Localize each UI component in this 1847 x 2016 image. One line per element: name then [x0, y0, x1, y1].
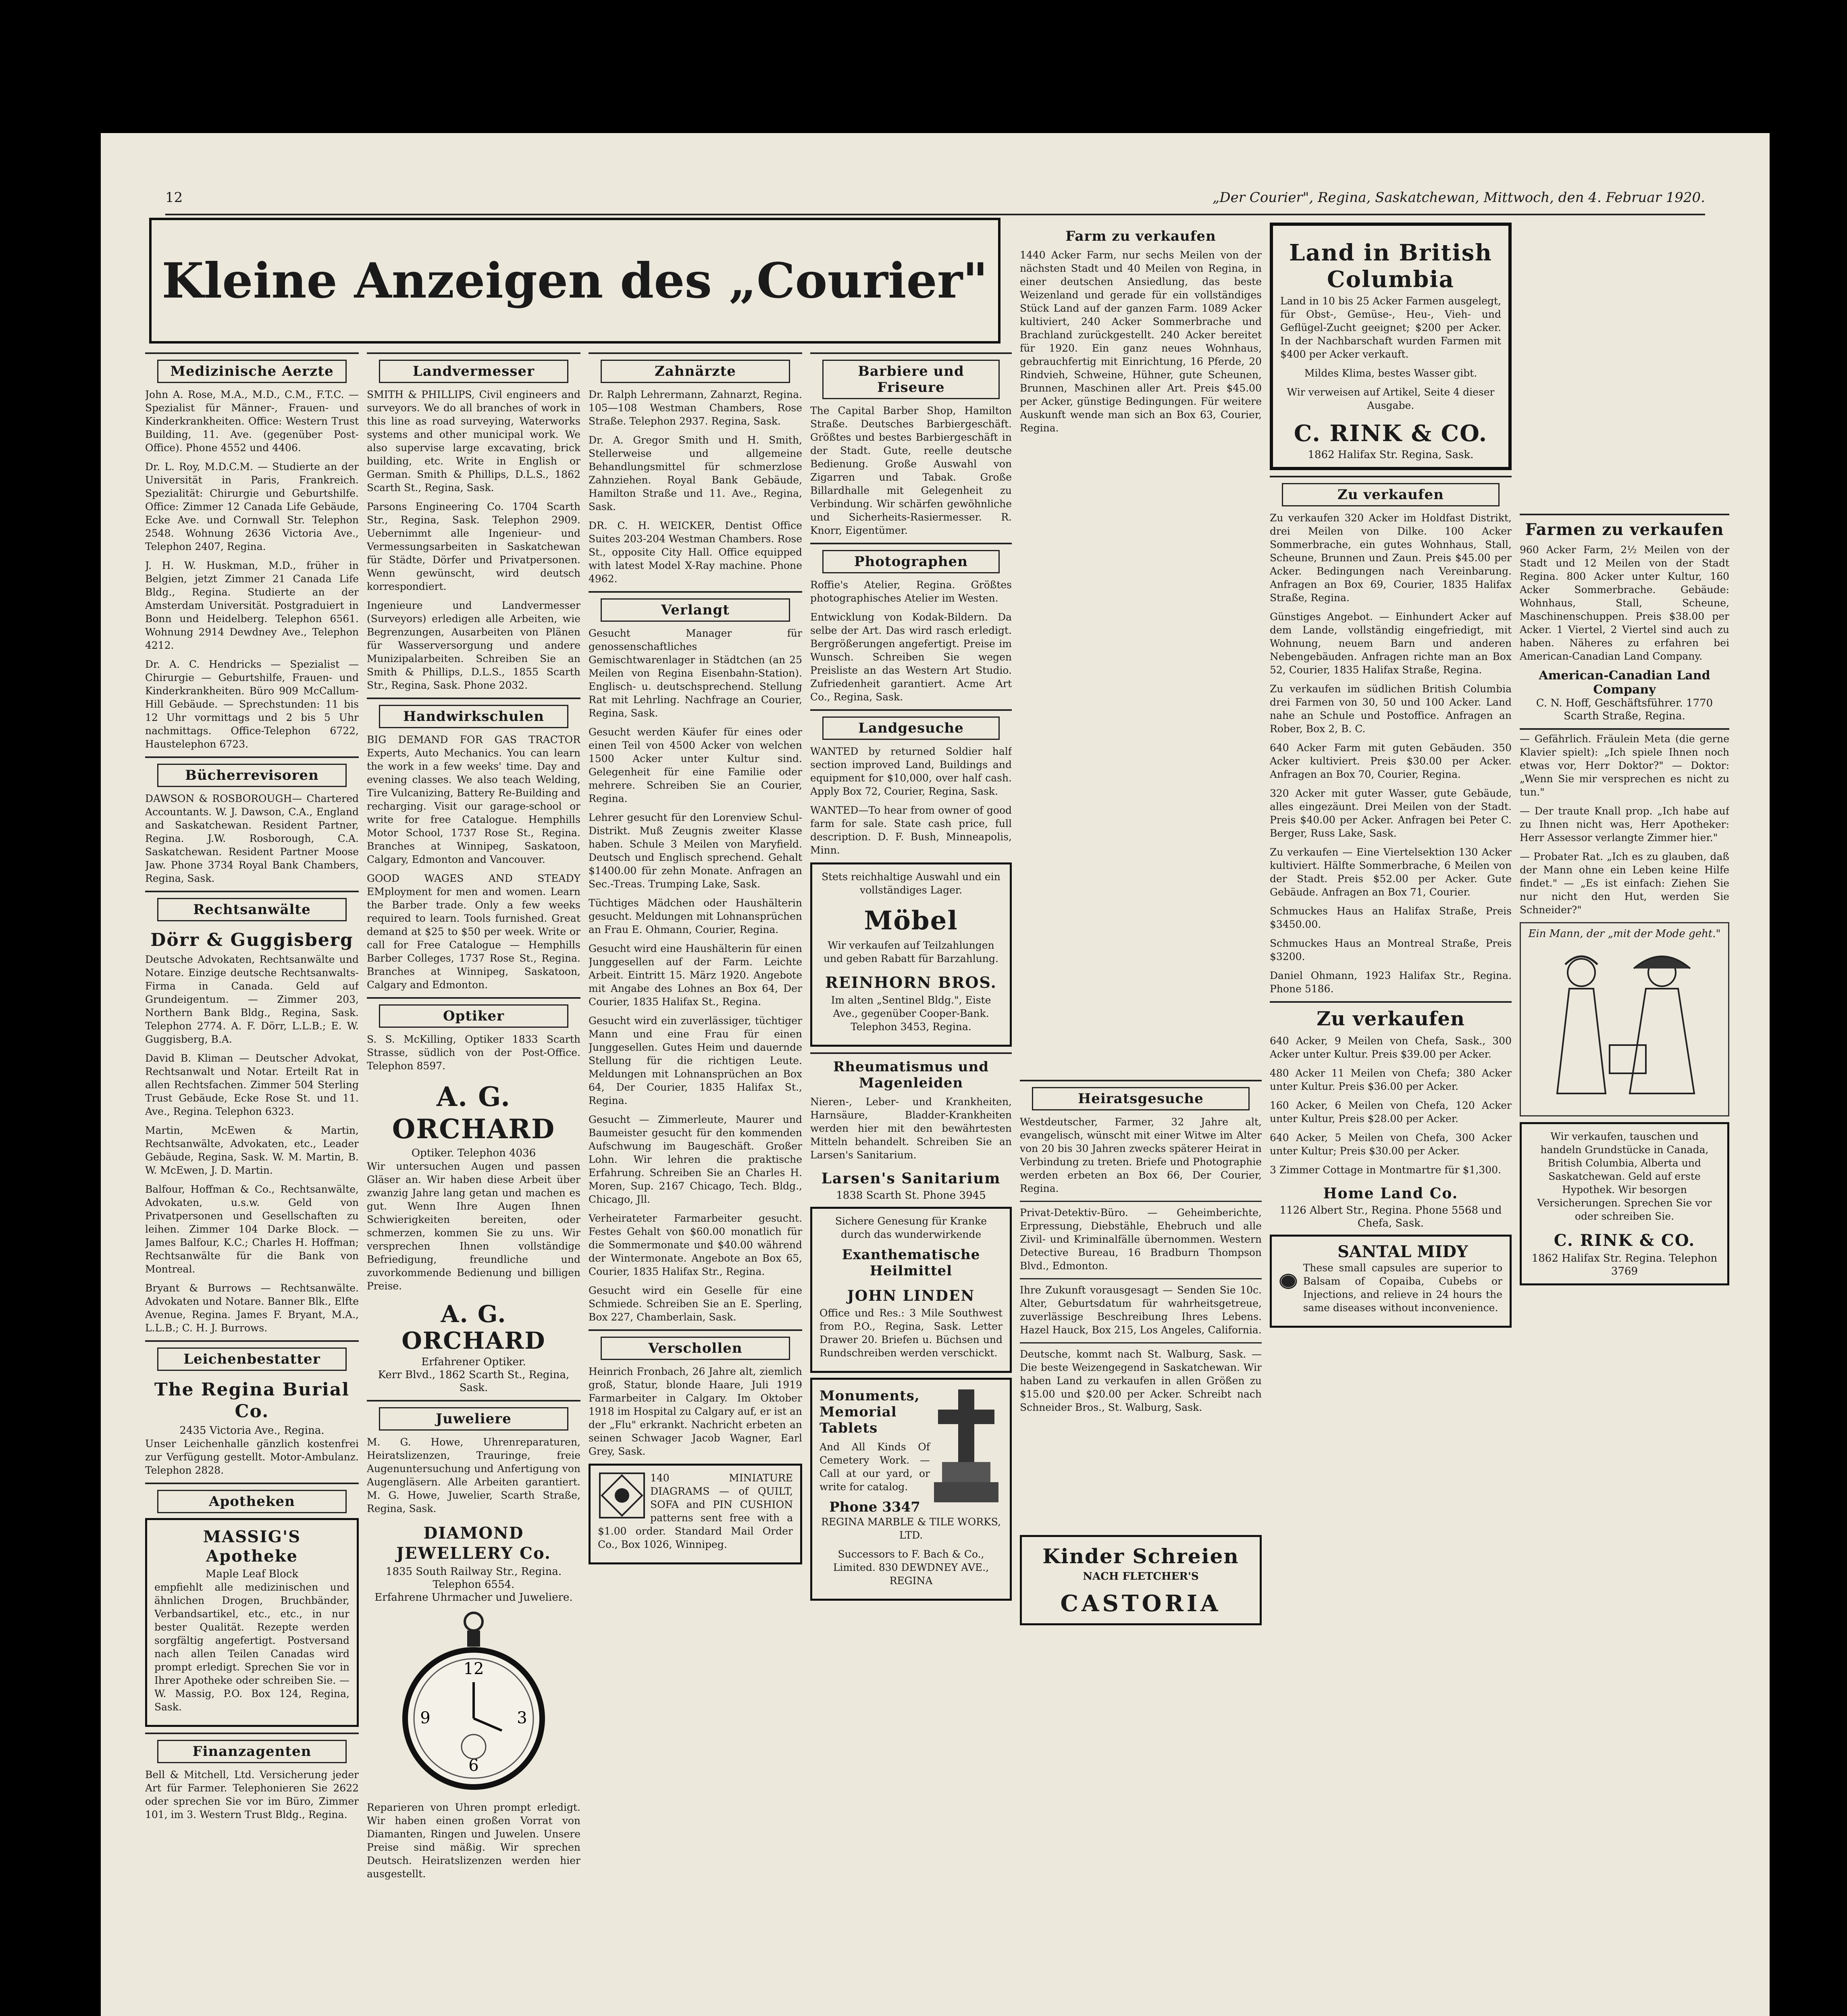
moebel-ad — [810, 862, 1012, 1047]
section-title: Landvermesser — [379, 360, 568, 383]
santal-midy-ad — [1270, 1235, 1512, 1328]
section-title: Landgesuche — [822, 716, 1000, 740]
divider — [1020, 1201, 1262, 1202]
section-verkaufen — [1270, 476, 1512, 996]
divider — [1020, 1342, 1262, 1343]
ad-text: Entwicklung von Kodak-Bildern. Da selbe der Art. Das wird rasch erledigt. Bergrößerungen angefertigt. Preise im Wunsch. Schreiben Sie wegen Preisliste an das Western Art Studio. Zufriedenheit garantiert. Acme Art Co., Regina, Sask. — [810, 611, 1012, 703]
ad-text: Nieren-, Leber- und Krankheiten, Harnsäure, Bladder-Krankheiten werden hier mit den bewährtesten Mitteln behandelt. Schreiben Sie an Larsen's Sanitarium. — [810, 1096, 1012, 1161]
section-title: Photographen — [822, 550, 1000, 573]
svg-text:6: 6 — [468, 1756, 479, 1775]
brand-name: CASTORIA — [1060, 1590, 1221, 1617]
section-title: Bücherrevisoren — [157, 764, 347, 787]
section-verlangt — [589, 591, 802, 1324]
section-heirat — [1020, 1080, 1262, 1414]
ad-text: 1440 Acker Farm, nur sechs Meilen von der nächsten Stadt und 40 Meilen von Regina, in einer deutschen Ansiedlung, das beste Weizenland und gerade für ein vollständiges Stück Land auf der ganzen Farm. 1089 Acker kultiviert, 240 Acker Sommerbrache und Brachland zurückgestellt. 240 Acker bereitet für 1920. Ein ganz neues Wohnhaus, gebrauchfertig mit Einrichtung, 16 Pferde, 20 Rindvieh, Schweine, Hühner, gute Scheunen, Brunnen, Maschinen aller Art. Preis $45.00 per Acker, günstige Bedingungen. Für weitere Auskunft wende man sich an Box 63, Courier, Regina. — [1020, 249, 1262, 434]
running-head: „Der Courier", Regina, Saskatchewan, Mittwoch, den 4. Februar 1920. — [1212, 190, 1705, 206]
section-aerzte — [145, 352, 359, 751]
ad-text: David B. Kliman — Deutscher Advokat, Rechtsanwalt und Notar. Erteilt Rat in allen Rechtsfachen. Zimmer 504 Sterling Trust Gebäude, Ecke Rose St. und 11. Ave., Regina. Telephon 6323. — [145, 1052, 359, 1117]
ad-text: M. G. Howe, Uhrenreparaturen, Heiratslizenzen, Trauringe, freie Augenuntersuchung und Anfertigung von Augengläsern. Alle Arbeiten garantiert. M. G. Howe, Juwelier, Scarth Straße, Regina, Sask. — [367, 1436, 580, 1514]
ad-text: WANTED by returned Soldier half section improved Land, Buildings and equipment for $10,000, over half cash. Apply Box 72, Courier, Regina, Sask. — [810, 746, 1012, 797]
ad-text: Balfour, Hoffman & Co., Rechtsanwälte, Advokaten, u.s.w. Geld von Privatpersonen und Gesellschaften zu leihen. Zimmer 104 Darke Block. — James Balfour, K.C.; Charles H. Hoffman; Rechtsanwälte für die Bank von Montreal. — [145, 1183, 359, 1275]
column-2 — [367, 347, 580, 2016]
ad-headline: Land in British Columbia — [1289, 240, 1492, 293]
ad-text: Gesucht Manager für genossenschaftliches Gemischtwarenlager in Städtchen (an 25 Meilen von Regina Eisenbahn-Station). Englisch- u. deutschsprechend. Stellung Rat mit Lehrling. Nachfrage an Courier, Regina, Sask. — [589, 627, 802, 719]
ad-text: Daniel Ohmann, 1923 Halifax Str., Regina. Phone 5186. — [1270, 970, 1512, 995]
ad-text: Bryant & Burrows — Rechtsanwälte. Advokaten und Notare. Banner Blk., Elfte Avenue, Regina. James F. Bryant, M.A., L.L.B.; C. H. J. Burrows. — [145, 1282, 359, 1334]
column-1 — [145, 347, 359, 2016]
firm-subtitle: Erfahrene Uhrmacher und Juweliere. — [374, 1591, 573, 1604]
firm-name: Home Land Co. — [1323, 1185, 1458, 1202]
ad-text: Wir verkaufen auf Teilzahlungen und geben Rabatt für Barzahlung. — [824, 939, 998, 964]
section-title: Farm zu verkaufen — [1065, 228, 1216, 244]
ad-text: BIG DEMAND FOR GAS TRACTOR Experts, Auto Mechanics. You can learn the work in a few weeks' time. Day and evening classes. We also teach Welding, Tire Vulcanizing, Battery Re-Building and recharging. Visit our garage-school or write for free Catalogue. Hemphills Motor School, 1737 Rose St., Regina. Branches at Winnipeg, Saskatoon, Calgary, Edmonton and Vancouver. — [367, 734, 580, 865]
section-title: Zahnärzte — [601, 360, 790, 383]
page-number: 12 — [165, 190, 183, 206]
section-title: Zu verkaufen — [1317, 1008, 1465, 1030]
firm-address: Successors to F. Bach & Co., Limited. 830 DEWDNEY AVE., REGINA — [833, 1548, 989, 1587]
section-handwerk — [367, 698, 580, 991]
ad-text: DAWSON & ROSBOROUGH— Chartered Accountants. W. J. Dawson, C.A., England and Saskatchewan. Resident Partner, Regina. J.W. Rosborough, C.A. Saskatchewan. Resident Partner Moose Jaw. Phone 3734 Royal Bank Chambers, Regina, Sask. — [145, 793, 359, 884]
section-title: Optiker — [379, 1004, 568, 1028]
ad-text: Verheirateter Farmarbeiter gesucht. Festes Gehalt von $60.00 monatlich für die Sommermonate und $40.00 während der Wintermonate. Angebote an Box 65, Courier, 1835 Halifax Str., Regina. — [589, 1212, 802, 1277]
firm-name: The Regina Burial Co. — [154, 1379, 350, 1422]
ad-text: GOOD WAGES AND STEADY EMployment for men and women. Learn the Barber trade. Only a few weeks required to learn. Tools furnished. Great demand at $25 to $50 per week. Write or call for Free Catalogue — Hemphills Barber Colleges, 1737 Rose St., Regina. Branches at Winnipeg, Saskatoon, Calgary and Edmonton. — [367, 873, 580, 991]
firm-name: MASSIG'S Apotheke — [203, 1527, 301, 1566]
ad-text: And All Kinds Of Cemetery Work. — Call at our yard, or write for catalog. — [820, 1441, 930, 1493]
ad-text: 320 Acker mit guter Wasser, gute Gebäude, alles eingezäunt. Drei Meilen von der Stadt. Preis $40.00 per Acker. Anfragen bei Peter C. Berger, Russ Lake, Sask. — [1270, 787, 1512, 839]
section-landgesuche — [810, 709, 1012, 857]
ad-text: Unser Leichenhalle gänzlich kostenfrei zur Verfügung gestellt. Motor-Ambulanz. Telephon 2828. — [145, 1438, 359, 1476]
section-verkaufen-2 — [1270, 1001, 1512, 1230]
monument-ad — [810, 1378, 1012, 1601]
ad-text: Gesucht — Zimmerleute, Maurer und Baumeister gesucht für den kommenden Aufschwung im Baugeschäft. Großer Lohn. Wir lehren die praktische Erfahrung. Schreiben Sie an Charles H. Moren, Sup. 2167 Chicago, Tech. Bldg., Chicago, Jll. — [589, 1114, 802, 1205]
section-farmen — [1520, 514, 1729, 723]
banner-title: Kleine Anzeigen des „Courier" — [162, 252, 988, 309]
fashion-cartoon — [1520, 922, 1729, 1116]
ad-text: 160 Acker, 6 Meilen von Chefa, 120 Acker unter Kultur, Preis $28.00 per Acker. — [1270, 1100, 1512, 1125]
ad-text: DR. C. H. WEICKER, Dentist Office Suites 203-204 Westman Chambers. Rose St., opposite City Hall. Office equipped with latest Model X-Ray machine. Phone 4962. — [589, 520, 802, 585]
pocket-watch-illustration — [401, 1610, 546, 1795]
ad-text: 960 Acker Farm, 2½ Meilen von der Stadt und 12 Meilen von der Stadt Regina. 800 Acker unter Kultur, 160 Acker Sommerbrache. Gebäude: Wohnhaus, Stall, Scheune, Maschinenschuppen. Preis $38.00 per Acker. 1 Viertel, 2 Viertel sind auch zu haben. Näheres zu erfahren bei American-Canadian Land Company. — [1520, 544, 1729, 662]
firm-address: 1862 Halifax Str. Regina, Sask. — [1308, 449, 1474, 461]
section-title: Barbiere und Friseure — [822, 360, 1000, 399]
ad-headline: Möbel — [864, 906, 958, 936]
firm-name: DIAMOND JEWELLERY Co. — [396, 1524, 551, 1563]
firm-name: A. G. ORCHARD — [392, 1081, 555, 1145]
firm-name: A. G. ORCHARD — [401, 1300, 546, 1354]
ad-text: Dr. A. Gregor Smith und H. Smith, Stellerweise und allgemeine Behandlungsmittel für schmerzlose Zahnziehen. Royal Bank Gebäude, Hamilton Straße und 11. Ave., Regina, Sask. — [589, 434, 802, 512]
joke-text: — Der traute Knall prop. „Ich habe auf zu Ihnen nicht was, Herr Apotheker: Herr Assessor verlangte Zimmer hier." — [1520, 805, 1729, 843]
rink-box-ad — [1520, 1122, 1729, 1285]
section-landvermesser — [367, 352, 580, 692]
section-apotheken — [145, 1483, 359, 1727]
ad-text: Roffie's Atelier, Regina. Größtes photographisches Atelier im Westen. — [810, 579, 1012, 604]
ad-text: Gesucht wird eine Haushälterin für einen Junggesellen auf der Farm. Leichte Arbeit. Eintritt 15. März 1920. Angebote mit Angabe des Lohnes an Box 64, Der Courier, 1835 Halifax St., Regina. — [589, 943, 802, 1008]
section-title: Handwirkschulen — [379, 705, 568, 728]
ad-text: 640 Acker, 9 Meilen von Chefa, Sask., 300 Acker unter Kultur. Preis $39.00 per Acker. — [1270, 1035, 1512, 1060]
ad-text: Mildes Klima, bestes Wasser gibt. — [1304, 367, 1477, 379]
firm-name: JOHN LINDEN — [847, 1287, 975, 1304]
firm-name: Larsen's Sanitarium — [821, 1170, 1001, 1187]
section-bestatter — [145, 1340, 359, 1477]
ad-phone: Phone 3347 — [829, 1499, 920, 1515]
section-photo — [810, 543, 1012, 704]
ad-text: 640 Acker, 5 Meilen von Chefa, 300 Acker unter Kultur; Preis $30.00 per Acker. — [1270, 1132, 1512, 1157]
section-anwaelte — [145, 891, 359, 1335]
ad-text: Wir untersuchen Augen und passen Gläser an. Wir haben diese Arbeit über zwanzig Jahre lang getan und machen es gut. Wenn Ihre Augen Ihnen Schwierigkeiten bereiten, oder schmerzen, kommen Sie zu uns. Wir versprechen Ihnen vollständige Befriedigung, freundliche und zuvorkommende Bedienung und billigen Preise. — [367, 1160, 580, 1292]
section-zahnaerzte — [589, 352, 802, 585]
section-barbiere — [810, 352, 1012, 537]
ad-text: S. S. McKilling, Optiker 1833 Scarth Strasse, südlich von der Post-Office. Telephon 8597. — [367, 1033, 580, 1072]
section-title: Verlangt — [601, 598, 790, 622]
firm-address: 1862 Halifax Str. Regina. Telephon 3769 — [1531, 1252, 1718, 1277]
firm-subtitle: Erfahrener Optiker. — [421, 1356, 526, 1368]
firm-subtitle: Maple Leaf Block — [205, 1568, 299, 1580]
ad-text: Ihre Zukunft vorausgesagt — Senden Sie 10c. Alter, Geburtsdatum für wahrheitsgetreue, zuverlässige Beschreibung Ihres Lebens. Hazel Hauck, Box 215, Los Angeles, California. — [1020, 1284, 1262, 1336]
ad-headline: Monuments, Memorial Tablets — [820, 1388, 920, 1436]
section-jokes — [1520, 728, 1729, 916]
capsule-badge-icon — [1279, 1247, 1298, 1316]
ad-text: Gesucht wird ein zuverlässiger, tüchtiger Mann und eine Frau für einen Junggesellen. Gutes Heim und dauernde Stellung für die richtigen Leute. Meldungen mit Lohnansprüchen an Box 64, Der Courier, 1835 Halifax St., Regina. — [589, 1015, 802, 1106]
section-title: Farmen zu verkaufen — [1525, 520, 1724, 539]
firm-address: 1838 Scarth St. Phone 3945 — [836, 1189, 986, 1202]
ad-text: Im alten „Sentinel Bldg.", Eiste Ave., gegenüber Cooper-Bank. Telephon 3453, Regina. — [831, 994, 991, 1033]
ad-text: Deutsche Advokaten, Rechtsanwälte und Notare. Einzige deutsche Rechtsanwalts-Firma in Canada. Geld auf Grundeigentum. — Zimmer 203, Northern Bank Bldg., Regina, Sask. Telephon 2774. A. F. Dörr, L.L.B.; E. W. Guggisberg, B.A. — [145, 954, 359, 1045]
ad-text: empfiehlt alle medizinischen und ähnlichen Drogen, Bruchbänder, Verbandsartikel, etc., etc., in nur bester Qualität. Rezepte werden sorgfältig angefertigt. Postversand nach allen Teilen Canadas wird prompt erledigt. Sprechen Sie vor in Ihrer Apotheke oder schreiben Sie. — W. Massig, P.O. Box 124, Regina, Sask. — [154, 1581, 349, 1713]
column-4 — [810, 347, 1012, 2016]
svg-text:3: 3 — [517, 1709, 527, 1727]
ad-headline: Exanthematische Heilmittel — [842, 1247, 980, 1279]
section-title: Leichenbestatter — [157, 1347, 347, 1371]
section-revisoren — [145, 756, 359, 885]
firm-name: C. RINK & CO. — [1294, 420, 1488, 447]
ad-text: Wir verweisen auf Artikel, Seite 4 dieser Ausgabe. — [1287, 386, 1495, 411]
ad-text: Parsons Engineering Co. 1704 Scarth Str., Regina, Sask. Telephon 2909. Uebernimmt alle Ingenieur- und Vermessungsarbeiten in Saskatchewan für Städte, Dörfer und Privatpersonen. Wenn gewünscht, wird deutsch korrespondiert. — [367, 501, 580, 592]
ad-subtitle: NACH FLETCHER'S — [1083, 1570, 1199, 1583]
ad-text: Dr. Ralph Lehrermann, Zahnarzt, Regina. 105—108 Westman Chambers, Rose Straße. Telephon 2937. Regina, Sask. — [589, 389, 802, 427]
ad-text: 3 Zimmer Cottage in Montmartre für $1,300. — [1270, 1164, 1502, 1176]
ad-text: Dr. L. Roy, M.D.C.M. — Studierte an der Universität in Paris, Frankreich. Spezialität: Chirurgie und Geburtshilfe. Office: Zimmer 12 Canada Life Gebäude, Ecke Ave. und Cornwall Str. Telephon 2548. Wohnung 2636 Victoria Ave., Telephon 2407, Regina. — [145, 461, 359, 552]
castoria-ad — [1020, 1535, 1262, 1625]
apotheke-ad — [145, 1518, 359, 1727]
firm-subtitle: Optiker. Telephon 4036 — [411, 1147, 536, 1159]
firm-address: 2435 Victoria Ave., Regina. — [179, 1425, 324, 1437]
section-optiker — [367, 997, 580, 1394]
ad-headline: Kinder Schreien — [1042, 1544, 1239, 1568]
svg-text:9: 9 — [420, 1709, 431, 1727]
ad-text: Privat-Detektiv-Büro. — Geheimberichte, Erpressung, Diebstähle, Ehebruch und alle Zivil- und Kriminalfälle übernommen. Western Detective Bureau, 16 Bradburn Thompson Blvd., Edmonton. — [1020, 1207, 1262, 1272]
ad-text: Wir verkaufen, tauschen und handeln Grundstücke in Canada, British Columbia, Alberta und Saskatchewan. Geld auf erste Hypothek. Wir besorgen Versicherungen. Sprechen Sie vor oder schreiben Sie. — [1537, 1131, 1712, 1222]
divider — [1020, 1278, 1262, 1279]
ad-text: J. H. W. Huskman, M.D., früher in Belgien, jetzt Zimmer 21 Canada Life Bldg., Regina. Studierte an der Amsterdam Universität. Postgraduiert in Bonn und Heidelberg. Telephon 6561. Wohnung 2914 Dewdney Ave., Telephon 4212. — [145, 560, 359, 651]
fashion-couple-illustration — [1525, 940, 1718, 1110]
ad-text: Zu verkaufen im südlichen British Columbia drei Farmen von 30, 50 und 100 Acker. Land nahe an Schule und Postoffice. Anfragen an Rober, Box 2, B. C. — [1270, 683, 1512, 735]
ad-text: John A. Rose, M.A., M.D., C.M., F.T.C. — Spezialist für Männer-, Frauen- und Kinderkrankheiten. Office: Western Trust Building, 11. Ave. (gegenüber Post-Office). Phone 4552 und 4406. — [145, 389, 359, 454]
classifieds-banner — [149, 218, 1000, 344]
section-title: Medizinische Aerzte — [157, 360, 347, 383]
joke-text: — Probater Rat. „Ich es zu glauben, daß der Mann ohne ein Leben keine Hilfe findet." — „Es ist einfach: Ziehen Sie nur nicht den Hut, werden Sie Schneider?" — [1520, 851, 1729, 916]
ad-text: Gesucht werden Käufer für eines oder einen Teil von 4500 Acker von welchen 1500 Acker unter Kultur sind. Gelegenheit für eine Familie oder mehrere. Schreiben Sie an Courier, Regina. — [589, 726, 802, 804]
column-6 — [1270, 218, 1512, 2016]
ad-text: Zu verkaufen 320 Acker im Holdfast Distrikt, drei Meilen von Dilke. 100 Acker Sommerbrache, ein gutes Wohnhaus, Stall, Scheune, Brunnen und Zaun. Preis $45.00 per Acker. Bedingungen nach Vereinbarung. Anfragen an Box 69, Courier, 1835 Halifax Straße, Regina. — [1270, 512, 1512, 604]
ad-text: Deutsche, kommt nach St. Walburg, Sask. — Die beste Weizengegend in Saskatchewan. Wir haben Land zu verkaufen in allen Größen zu $15.00 und $20.00 per Acker. Schreibt nach Schneider Bros., St. Walburg, Sask. — [1020, 1348, 1262, 1413]
firm-address: 1835 South Railway Str., Regina. Telephon 6554. — [385, 1566, 562, 1591]
section-rheuma — [810, 1052, 1012, 1202]
british-columbia-ad — [1270, 223, 1512, 470]
ad-text: Sichere Genesung für Kranke durch das wunderwirkende — [835, 1215, 987, 1240]
running-header — [165, 181, 1705, 215]
monument-cross-icon — [930, 1385, 1003, 1506]
ad-text: Martin, McEwen & Martin, Rechtsanwälte, Advokaten, etc., Leader Gebäude, Regina, Sask. W. M. Martin, B. W. McEwen, J. D. Martin. — [145, 1125, 359, 1176]
section-title: Zu verkaufen — [1282, 483, 1500, 506]
section-title: Heiratsgesuche — [1032, 1087, 1250, 1110]
ad-text: Schmuckes Haus an Halifax Straße, Preis $3450.00. — [1270, 905, 1512, 930]
section-verschollen — [589, 1329, 802, 1458]
column-5 — [1020, 218, 1262, 2016]
diagrams-ad — [589, 1464, 802, 1564]
ad-text: These small capsules are superior to Balsam of Copaiba, Cubebs or Injections, and relieve in 24 hours the same diseases without inconvenience. — [1303, 1262, 1502, 1314]
ad-text: 140 MINIATURE DIAGRAMS — of QUILT, SOFA and PIN CUSHION patterns sent free with a $1.00 order. Standard Mail Order Co., Box 1026, Winnipeg. — [598, 1472, 793, 1550]
firm-address: Kerr Blvd., 1862 Scarth St., Regina, Sask. — [378, 1369, 570, 1394]
section-title: Finanzagenten — [157, 1740, 347, 1763]
ad-text: Lehrer gesucht für den Lorenview Schul-Distrikt. Muß Zeugnis zweiter Klasse haben. Schule 3 Meilen von Maryfield. Deutsch und Englisch sprechend. Gehalt $1400.00 für zehn Monate. Anfragen an Sec.-Treas. Trumping Lake, Sask. — [589, 812, 802, 890]
ad-text: Office und Res.: 3 Mile Southwest from P.O., Regina, Sask. Letter Drawer 20. Briefen u. Büchsen und Rundschreiben werden verschickt. — [820, 1307, 1003, 1359]
ad-text: Ingenieure und Landvermesser (Surveyors) erledigen alle Arbeiten, wie Begrenzungen, Ausarbeiten von Plänen für Wasserversorgung und andere Munizipalarbeiten. Schreiben Sie an Smith & Phillips, D.L.S., 1855 Scarth Str., Regina, Sask. Phone 2032. — [367, 600, 580, 691]
ad-text: Günstiges Angebot. — Einhundert Acker auf dem Lande, vollständig eingefriedigt, mit Wohnung, neuem Barn und anderen Nebengebäuden. Anfragen richte man an Box 52, Courier, 1835 Halifax Straße, Regina. — [1270, 611, 1512, 676]
brand-name: SANTAL MIDY — [1337, 1242, 1468, 1261]
firm-name: REGINA MARBLE & TILE WORKS, LTD. — [821, 1516, 1001, 1541]
ad-text: Reparieren von Uhren prompt erledigt. Wir haben einen großen Vorrat von Diamanten, Ringen und Juwelen. Unsere Preise sind mäßig. Wir sprechen Deutsch. Heiratslizenzen werden hier ausgestellt. — [367, 1801, 580, 1880]
ad-text: SMITH & PHILLIPS, Civil engineers and surveyors. We do all branches of work in this line as road surveying, Waterworks systems and other municipal work. We also supervise large excavating, brick building, etc. Write in English or German. Smith & Phillips, D.L.S., 1862 Scarth St., Regina, Sask. — [367, 389, 580, 494]
ad-text: Tüchtiges Mädchen oder Haushälterin gesucht. Meldungen mit Lohnansprüchen an Frau E. Ohmann, Courier, Regina. — [589, 897, 802, 935]
newspaper-page — [101, 133, 1770, 2016]
ad-text: 480 Acker 11 Meilen von Chefa; 380 Acker unter Kultur. Preis $36.00 per Acker. — [1270, 1067, 1512, 1092]
firm-name: C. RINK & CO. — [1554, 1231, 1695, 1250]
firm-address: 1126 Albert Str., Regina. Phone 5568 und Chefa, Sask. — [1279, 1204, 1502, 1229]
joke-text: — Gefährlich. Fräulein Meta (die gerne Klavier spielt): „Ich spiele Ihnen noch etwas vor, Herr Doktor?" — Doktor: „Wenn Sie mir versprechen es nicht zu tun." — [1520, 733, 1729, 798]
firm-address: C. N. Hoff, Geschäftsführer. 1770 Scarth Straße, Regina. — [1536, 697, 1713, 722]
section-finanz — [145, 1733, 359, 1821]
ad-text: Zu verkaufen — Eine Viertelsektion 130 Acker kultiviert. Hälfte Sommerbrache, 6 Meilen von der Stadt. Preis $52.00 per Acker. Gute Gebäude. Anfragen an Box 71, Courier. — [1270, 846, 1512, 898]
heilmittel-ad — [810, 1207, 1012, 1373]
ad-text: Gesucht wird ein Geselle für eine Schmiede. Schreiben Sie an E. Sperling, Box 227, Chamberlain, Sask. — [589, 1285, 802, 1323]
ad-text: Westdeutscher, Farmer, 32 Jahre alt, evangelisch, wünscht mit einer Witwe im Alter von 20 bis 30 Jahren zwecks späterer Heirat in Verbindung zu treten. Briefe und Photographie werden erbeten an Box 66, Der Courier, Regina. — [1020, 1116, 1262, 1194]
ad-text: Dr. A. C. Hendricks — Spezialist — Chirurgie — Geburtshilfe, Frauen- und Kinderkrankheiten. Büro 909 McCallum-Hill Gebäude. — Sprechstunden: 11 bis 12 Uhr vormittags und 2 bis 5 Uhr nachmittags. Office-Telephon 6722, Haustelephon 6723. — [145, 658, 359, 750]
ad-text: 640 Acker Farm mit guten Gebäuden. 350 Acker kultiviert. Preis $30.00 per Acker. Anfragen an Box 70, Courier, Regina. — [1270, 742, 1512, 780]
section-farm — [1020, 223, 1262, 435]
section-juweliere — [367, 1400, 580, 1881]
section-title: Verschollen — [601, 1337, 790, 1360]
section-title: Rheumatismus und Magenleiden — [833, 1059, 989, 1091]
ad-text: The Capital Barber Shop, Hamilton Straße. Deutsches Barbiergeschäft. Größtes und bestes Barbiergeschäft in der Stadt. Gute, reelle deutsche Bedienung. Große Auswahl von Zigarren und Tabak. Große Billardhalle mit Gelegenheit zu Verbindung. Wir schärfen gewöhnliche und Sicherheits-Rasiermesser. R. Knorr, Eigentümer. — [810, 405, 1012, 536]
ad-text: Land in 10 bis 25 Acker Farmen ausgelegt, für Obst-, Gemüse-, Heu-, Vieh- und Geflügel-Zucht geeignet; $200 per Acker. In der Nachbarschaft wurden Farmen mit $400 per Acker verkauft. — [1280, 295, 1501, 360]
svg-text:12: 12 — [463, 1660, 484, 1678]
ad-text: Bell & Mitchell, Ltd. Versicherung jeder Art für Farmer. Telephonieren Sie 2622 oder sprechen Sie vor im Büro, Zimmer 101, im 3. Western Trust Bldg., Regina. — [145, 1769, 359, 1820]
pocket-watch-icon — [401, 1610, 546, 1795]
ad-text: Heinrich Fronbach, 26 Jahre alt, ziemlich groß, Statur, blonde Haare, Juli 1919 Farmarbeiter in Calgary. Im Oktober 1918 im Hospital zu Calgary auf, er ist an der „Flu" erkrankt. Nachricht erbeten an seinen Schwager Jacob Wagner, Earl Grey, Sask. — [589, 1366, 802, 1457]
firm-name: REINHORN BROS. — [825, 973, 997, 991]
ad-text: WANTED—To hear from owner of good farm for sale. State cash price, full description. D. F. Bush, Minneapolis, Minn. — [810, 804, 1012, 856]
section-title: Apotheken — [157, 1490, 347, 1513]
firm-name: Dörr & Guggisberg — [150, 930, 354, 950]
quilt-pattern-icon — [598, 1471, 646, 1520]
firm-name: American-Canadian Land Company — [1539, 669, 1710, 697]
column-7 — [1520, 508, 1729, 2016]
ad-text: Stets reichhaltige Auswahl und ein vollständiges Lager. — [822, 871, 1000, 896]
section-title: Rechtsanwälte — [157, 898, 347, 921]
section-title: Juweliere — [379, 1407, 568, 1431]
column-3 — [589, 347, 802, 2016]
ad-text: Schmuckes Haus an Montreal Straße, Preis $3200. — [1270, 937, 1512, 962]
cartoon-caption: Ein Mann, der „mit der Mode geht." — [1528, 928, 1721, 940]
